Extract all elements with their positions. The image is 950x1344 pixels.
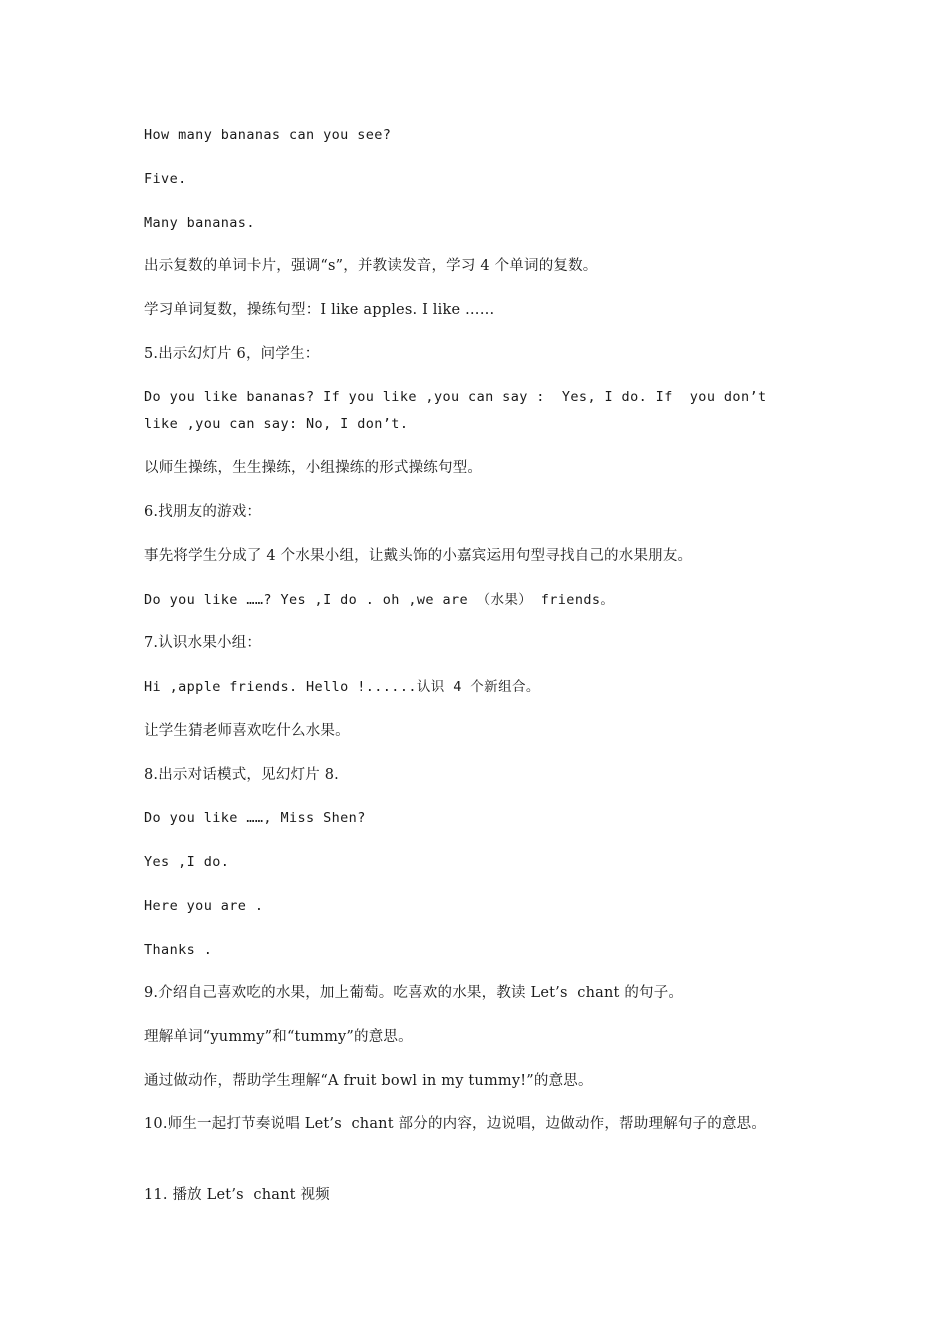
- text-line-8: 以师生操练，生生操练，小组操练的形式操练句型。: [144, 460, 483, 476]
- text-line-23: 10.师生一起打节奏说唱 Let’s chant 部分的内容，边说唱，边做动作，帮助理解句子的意思。: [144, 1116, 767, 1132]
- text-line-19: Thanks .: [144, 942, 213, 958]
- text-line-16: Do you like ……, Miss Shen?: [144, 810, 366, 826]
- text-line-14: 让学生猜老师喜欢吃什么水果。: [144, 723, 350, 739]
- text-line-18: Here you are .: [144, 898, 264, 914]
- text-line-10: 事先将学生分成了 4 个水果小组，让戴头饰的小嘉宾运用句型寻找自己的水果朋友。: [144, 548, 693, 564]
- text-line-22: 通过做动作，帮助学生理解“A fruit bowl in my tummy!”的意思。: [144, 1073, 593, 1089]
- text-line-2: Five.: [144, 171, 187, 187]
- text-line-11: Do you like ……? Yes ,I do . oh ,we are （水果） friends。: [144, 592, 615, 608]
- text-line-3: Many bananas.: [144, 215, 255, 231]
- text-line-9: 6.找朋友的游戏：: [144, 504, 262, 520]
- text-line-1: How many bananas can you see?: [144, 127, 392, 143]
- text-line-7: Do you like bananas? If you like ,you can say : Yes, I do. If you don’t like ,you can say: No, I don’t.: [144, 389, 776, 432]
- text-line-5: 学习单词复数，操练句型：I like apples. I like ……: [144, 302, 495, 318]
- text-line-21: 理解单词“yummy”和“tummy”的意思。: [144, 1029, 413, 1045]
- text-line-17: Yes ,I do.: [144, 854, 230, 870]
- text-line-24: 11. 播放 Let’s chant 视频: [144, 1187, 330, 1203]
- text-line-20: 9.介绍自己喜欢吃的水果，加上葡萄。吃喜欢的水果，教读 Let’s chant 的句子。: [144, 985, 684, 1001]
- text-line-12: 7.认识水果小组：: [144, 635, 262, 651]
- text-line-15: 8.出示对话模式，见幻灯片 8.: [144, 767, 339, 783]
- text-line-4: 出示复数的单词卡片，强调“s”，并教读发音，学习 4 个单词的复数。: [144, 258, 598, 274]
- text-line-13: Hi ,apple friends. Hello !......认识 4 个新组合。: [144, 679, 540, 695]
- text-line-6: 5.出示幻灯片 6，问学生：: [144, 346, 320, 362]
